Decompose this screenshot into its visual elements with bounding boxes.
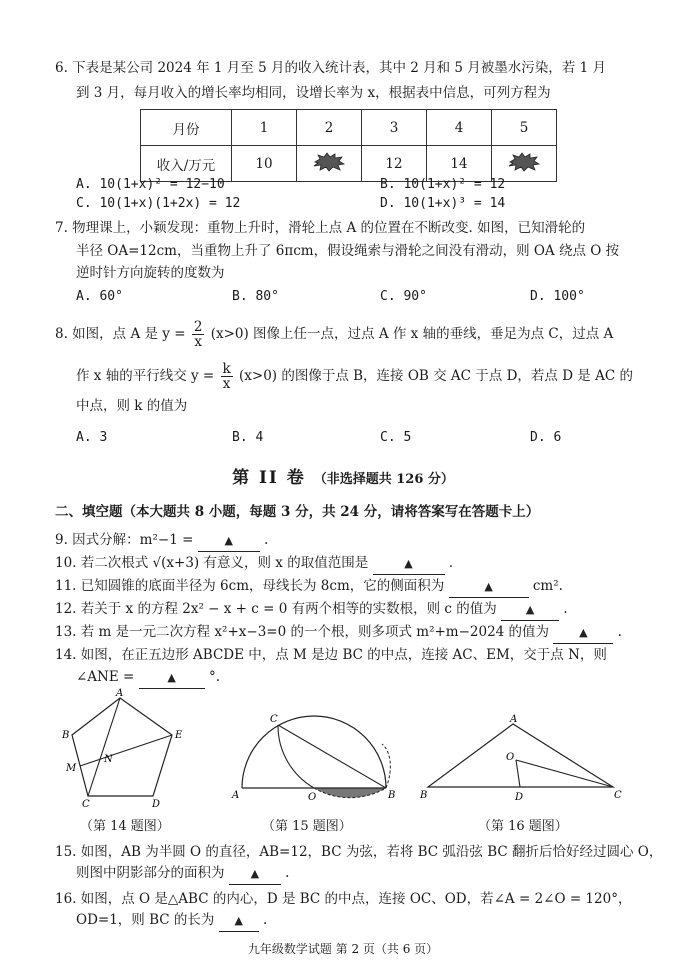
figure-16-caption: （第 16 题图） — [478, 819, 568, 834]
q10 — [55, 553, 453, 575]
q9-text: 9. 因式分解：m²−1 = — [55, 532, 194, 548]
figure-16-triangle — [418, 712, 628, 812]
fraction-denominator: x — [222, 376, 231, 392]
q13-post: . — [617, 624, 622, 640]
q11-text: 11. 已知圆锥的底面半径为 6cm，母线长为 8cm，它的侧面积为 — [55, 578, 445, 594]
answer-blank — [229, 863, 281, 885]
answer-blank — [219, 910, 259, 932]
q16-text: OD=1，则 BC 的长为 — [76, 912, 215, 928]
folded-arc — [278, 725, 314, 788]
q10-post: . — [448, 555, 454, 571]
part2-heading: 二、填空题（本大题共 8 小题，每题 3 分，共 24 分，请将答案写在答题卡上） — [55, 504, 540, 520]
label-o: O — [308, 792, 317, 803]
q7-option-d: D. 100° — [530, 289, 585, 304]
q8-line3: 中点，则 k 的值为 — [76, 398, 188, 414]
q15-post: . — [285, 865, 290, 881]
figure-14-pentagon — [60, 688, 200, 808]
q9-post: . — [263, 532, 269, 548]
q15-line2 — [76, 863, 289, 885]
q9 — [55, 530, 268, 552]
blank-triangle-icon: ▲ — [234, 914, 243, 927]
table-row — [141, 110, 557, 146]
answer-blank — [449, 576, 529, 598]
q16-line2 — [76, 910, 267, 932]
q11-post: cm². — [532, 578, 563, 594]
segment-em — [80, 735, 172, 766]
revenue-table — [140, 109, 557, 182]
q15-text: 则图中阴影部分的面积为 — [76, 865, 225, 881]
q14-post: °. — [208, 669, 220, 685]
q12-text: 12. 若关于 x 的方程 2x² − x + c = 0 有两个相等的实数根，则 c 的值为 — [55, 601, 497, 617]
q13-text: 13. 若 m 是一元二次方程 x²+x−3=0 的一个根，则多项式 m²+m−2024 的值为 — [55, 624, 550, 640]
figure-15-caption: （第 15 题图） — [262, 819, 352, 834]
fraction-k-over-x — [221, 362, 233, 391]
q8-l1-pre: 8. 如图，点 A 是 y = — [55, 326, 186, 342]
label-n: N — [104, 754, 113, 765]
table-cell: 14 — [427, 146, 492, 182]
blank-triangle-icon: ▲ — [525, 603, 535, 616]
figure-15-semicircle — [230, 688, 400, 808]
semicircle-arc — [242, 716, 386, 788]
q6-line1: 6. 下表是某公司 2024 年 1 月至 5 月的收入统计表，其中 2 月和 5 月被墨水污染，若 1 月 — [55, 60, 606, 76]
fraction-numerator: k — [222, 361, 231, 377]
fraction-numerator: 2 — [193, 319, 203, 335]
q8-option-d: D. 6 — [530, 430, 562, 445]
blank-triangle-icon: ▲ — [404, 557, 413, 570]
table-cell: 1 — [232, 110, 297, 146]
segment-oc — [516, 760, 613, 787]
label-b: B — [420, 790, 428, 801]
q16-line1: 16. 如图，点 O 是△ABC 的内心，D 是 BC 的中点，连接 OC、OD，若∠A = 2∠O = 120°， — [55, 891, 632, 907]
label-b: B — [388, 790, 396, 801]
label-m: M — [66, 763, 77, 774]
ink-blot-cell — [297, 146, 362, 182]
fraction-2-over-x — [192, 320, 205, 349]
q12 — [55, 599, 568, 621]
table-cell: 3 — [362, 110, 427, 146]
section-title — [0, 463, 686, 488]
q14-line1: 14. 如图，在正五边形 ABCDE 中，点 M 是边 BC 的中点，连接 AC、EM，交于点 N，则 — [55, 647, 607, 663]
q8-line1 — [55, 320, 613, 349]
answer-blank — [139, 667, 205, 689]
q6-option-a: A. 10(1+x)² = 12−10 — [76, 177, 225, 192]
q7-line2: 半径 OA=12cm，当重物上升了 6πcm，假设绳索与滑轮之间没有滑动，则 OA 绕点 O 按 — [76, 243, 620, 259]
q8-l2-pre: 作 x 轴的平行线交 y = — [76, 368, 215, 384]
q10-text: 10. 若二次根式 √(x+3) 有意义，则 x 的取值范围是 — [55, 555, 369, 571]
table-cell: 12 — [362, 146, 427, 182]
chord-bc — [278, 725, 386, 788]
label-a: A — [116, 688, 124, 699]
answer-blank — [553, 622, 613, 644]
q8-option-c: C. 5 — [380, 430, 412, 445]
answer-blank — [198, 530, 260, 552]
q15-line1: 15. 如图，AB 为半圆 O 的直径，AB=12，BC 为弦，若将 BC 弧沿弦 BC 翻折后恰好经过圆心 O， — [55, 844, 663, 860]
label-o: O — [506, 752, 515, 763]
q7-option-b: B. 80° — [232, 289, 279, 304]
section-subtitle: （非选择题共 126 分） — [313, 472, 454, 487]
q7-line3: 逆时针方向旋转的度数为 — [76, 265, 225, 281]
label-a: A — [232, 790, 240, 801]
blank-triangle-icon: ▲ — [224, 534, 233, 547]
table-cell: 5 — [492, 110, 557, 146]
q8-line2 — [76, 362, 633, 391]
table-cell: 4 — [427, 110, 492, 146]
blank-triangle-icon: ▲ — [484, 580, 493, 593]
q16-post: . — [262, 912, 268, 928]
q7-option-a: A. 60° — [76, 289, 123, 304]
label-b: B — [62, 730, 70, 741]
label-a: A — [510, 714, 518, 725]
label-e: E — [175, 730, 183, 741]
q14-text: ∠ANE = — [76, 669, 135, 685]
q12-post: . — [563, 601, 568, 617]
q11 — [55, 576, 563, 598]
table-header-label: 月份 — [141, 110, 232, 146]
table-row-label: 收入/万元 — [141, 146, 232, 182]
q7-line1: 7. 物理课上，小颖发现：重物上升时，滑轮上点 A 的位置在不断改变. 如图，已知滑轮的 — [55, 220, 586, 236]
answer-blank — [501, 599, 559, 621]
figure-14-caption: （第 14 题图） — [80, 819, 170, 834]
blank-triangle-icon: ▲ — [167, 671, 176, 684]
ink-blot-icon — [508, 152, 540, 172]
label-d: D — [152, 799, 161, 808]
label-c: C — [270, 714, 278, 725]
q6-option-b: B. 10(1+x)² = 12 — [380, 177, 506, 192]
q6-line2: 到 3 月，每月收入的增长率均相同，设增长率为 x，根据表中信息，可列方程为 — [76, 85, 551, 101]
table-cell: 2 — [297, 110, 362, 146]
triangle-abc — [428, 724, 613, 787]
ink-blot-icon — [313, 152, 345, 172]
label-c: C — [614, 790, 622, 801]
q6-option-d: D. 10(1+x)³ = 14 — [380, 196, 506, 211]
q8-option-b: B. 4 — [232, 430, 264, 445]
segment-ac — [88, 698, 120, 796]
q14-line2 — [76, 667, 220, 689]
q8-l2-post: (x>0) 的图像于点 B，连接 OB 交 AC 于点 D，若点 D 是 AC 的 — [239, 368, 633, 384]
segment-od — [516, 760, 520, 787]
table-cell: 10 — [232, 146, 297, 182]
answer-blank — [373, 553, 445, 575]
page-footer: 九年级数学试题 第 2 页（共 6 页） — [247, 942, 439, 956]
blank-triangle-icon: ▲ — [579, 626, 588, 639]
q8-option-a: A. 3 — [76, 430, 108, 445]
fraction-denominator: x — [194, 334, 202, 350]
label-d: D — [515, 792, 524, 803]
blank-triangle-icon: ▲ — [250, 867, 260, 880]
label-c: C — [82, 799, 90, 808]
section-title-main: 第 II 卷 — [232, 468, 306, 488]
q7-option-c: C. 90° — [380, 289, 427, 304]
pentagon-abcde — [72, 698, 172, 796]
q8-l1-post: (x>0) 图像上任一点，过点 A 作 x 轴的垂线，垂足为点 C，过点 A — [210, 326, 614, 342]
q13 — [55, 622, 622, 644]
q6-option-c: C. 10(1+x)(1+2x) = 12 — [76, 196, 241, 211]
